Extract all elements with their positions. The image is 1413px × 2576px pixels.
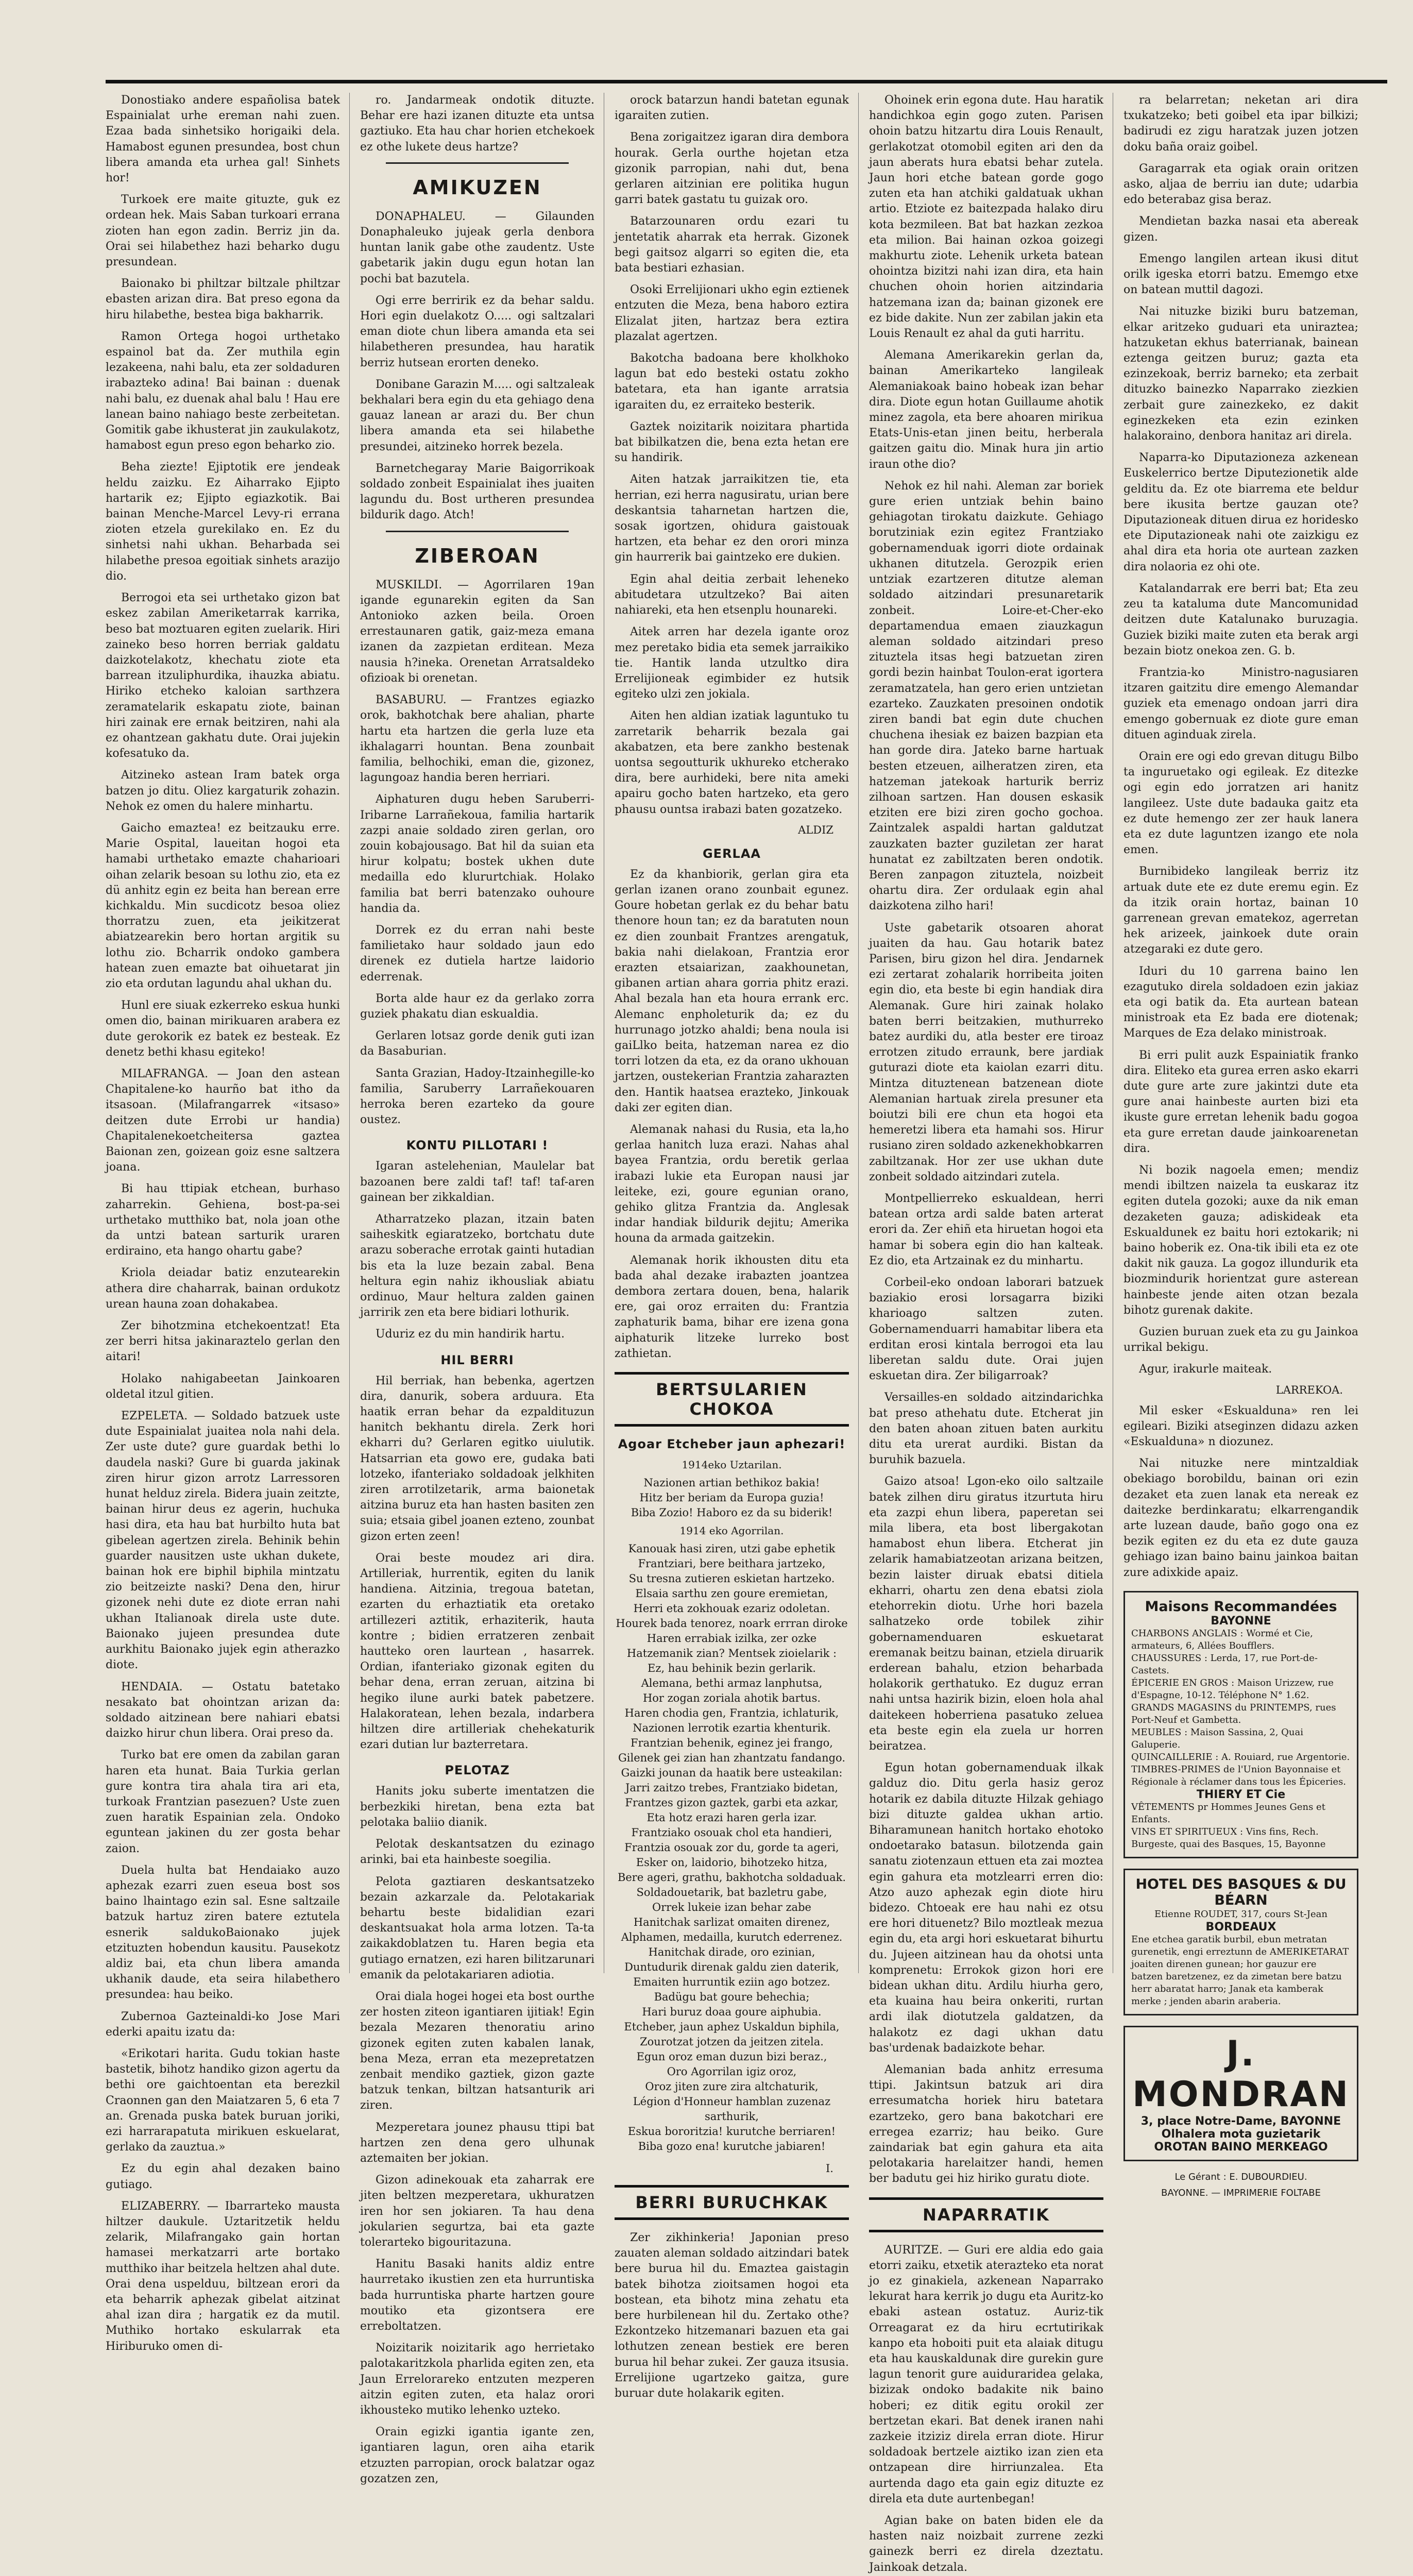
paragraph: Dorrek ez du erran nahi beste familietako haur soldado jaun edo direnek ez dutiela hartze laidorio ederrenak. [360,923,594,984]
paragraph: Iduri du 10 garrena baino len ezagutuko direla soldadoen ezin jakiaz eta ogi batik da. Eta aurtean batean ministroak eta Ez bada ere diotenak; Marques de Eza delako ministroak. [1123,964,1358,1040]
paragraph: Baionako bi philtzar biltzale philtzar ebasten arizan dira. Bat preso egona da hiru hilabethe, bestea biga bakharrik. [106,277,340,321]
paragraph: ra belarretan; neketan ari dira txukatzeko; beti goibel eta ipar bilkizi; badirudi ez zigu haratzak juzen jotzen doku baña oraiz goibel. [1123,94,1358,154]
paragraph: Corbeil-eko ondoan laborari batzuek baziakio erosi lorsagarra biziki kharioago saltzen zuten. Gobernamenduarri hamabitar libera eta erditan erosi kintala berrogoi eta lau liberetan saldu dute. Orai jujen eskuetan dira. Zer biligarroak? [869,1276,1103,1383]
top-rule [106,80,1387,83]
column-3 [615,93,859,2400]
paragraph: Ramon Ortega hogoi urthetako espainol bat da. Zer muthila egin lezakeena, nahi balu, eta zer soldaduren irabazteko adina! Bai bainan : duenak nahi balu, ez duenak ahal balu ! Hau ere lanean baino nahiago beste zerbeitetan. Gomitik gabe ikhusterat jin zaukulakotz, hamabost egun preso egon beharko zio. [106,330,340,452]
paragraph: Bi erri pulit auzk Espainiatik franko dira. Eliteko eta gurea erren asko ekarri dute gure arte zure jakintzi dute eta gure anai hainbeste aurten bizi eta ikuste gure erretan lehenik badu gogoa eta gure erretan daude jainkoarenetan dira. [1123,1048,1358,1155]
hendaia-article: HENDAIA. — Ostatu batetako nesakato bat ohointzan arizan da: soldado aitzinean bere nahiari ebatsi daizko hirur chun libera. Orai preso da. [106,1680,340,1740]
paragraph: Egin ahal deitia zerbait leheneko abitudetara utzultzeko? Bai aiten nahiareki, eta hen etsenplu hounareki. [615,572,849,617]
paragraph: Aiten hatzak jarraikitzen tie, eta herrian, ezi herra nagusiratu, urian bere deskantsia taharnetan hartzen die, sosak igortzen, ohidura gaistouak hartzen, eta behar ez den orori minza gin haurrerik bai gaintzeko ere dukien. [615,473,849,564]
paragraph: Frantzia-ko Ministro-nagusiaren itzaren gaitzitu dire emengo Alemandar guziek eta emenago ondoan jarri dira emengo gobernuak ez diote gure eman dituen aginduak zirela. [1123,666,1358,741]
paragraph: Orain ere ogi edo grevan ditugu Bilbo ta inguruetako ogi egileak. Ez ditezke ogi egin edo jorratzen ari hanitz langileez. Uste dute badauka gaitz eta ez dute hemengo zer zer hauk lanera eta ez dute laguntzen izango ete nola emen. [1123,750,1358,857]
subheading-pelotaz: PELOTAZ [445,1763,510,1778]
gerant-line: Le Gérant : E. DUBOURDIEU. [1174,2171,1307,2182]
paragraph: Ez da khanbiorik, gerlan gira eta gerlan izanen orano zounbait egunez. Goure hobetan gerlak ez du behar batu thenore houn tan; ez da baratuten noun ez dien zounbait Frantzes arengatuk, bakia nahi dielakoan, Frantzia eror erazten etsaiarizan, zaakhounetan, gibanen artian ahara gorria phitz erazi. Ahal bezala han eta houra errank erc. Alemanc enpholeturik da; ez du hurrunago jotzko ahaldi; bena noula isi gaiLlko beita, hatzeman narea ez dio torri lotzen da eta, ez da orano ukhouan jartzen, oustekerian Frantzia zaharazten den. Hantik haatsea erazteko, Jinkouak daki zer egiten dian. [615,868,849,1114]
ad-subtitle: Olhalera mota guzietarik [1161,2127,1321,2141]
auritze-article: AURITZE. — Guri ere aldia edo gaia etorri zaiku, etxetik aterazteko eta norat jo ez ginakiela, azkenean Naparrako lekurat hara kerrik jo dugu eta Auritz-ko ebaki astean ostatuz. Auriz-tik Orreagarat ez da hiru ecrtutirikak kanpo eta hoboiti puit eta alaiak ditugu eta hau kauskaldunak dire gurekin gure lagun tenorit gure auiduraridea gelaka, bizizak ondoko badakite nik baino hoberi; ez ditik egitu orokil zer bertzetan ekari. Bat denek iranen nahi zazkeie itziziz direla erran diote. Hirur soldadoak bertzele aiztiko izan zien eta ontzapean dire hirriunzalea. Eta aurtenda dago eta gain egiz dituzte ez direla eta dute aurtenbegan! [869,2243,1103,2505]
poem-signature: I. [826,2162,833,2175]
column-2 [360,93,604,2485]
bertsularien-header [615,1372,849,1427]
poem-date: 1914 eko Agorrilan. [679,1524,784,1537]
paragraph: Pelotak deskantsatzen du ezinago arinki, bai eta hainbeste soegilia. [360,1838,594,1867]
paragraph: Aitek arren har dezela igante oroz mez peretako bidia eta semek jarraikiko tie. Hantik landa utzultko dira Errelijioneak egimbider ez hutsik egiteko ulzi zen jokiala. [615,625,849,701]
paragraph: Beha ziezte! Ejiptotik ere jendeak heldu zaizku. Ez Aiharrako Ejipto hartarik ez; Ejipto egiazkotik. Bai bainan Menche-Marcel Levy-ri errana zioten etzela gurekilako en. Ez du sinhetsi nahi ukhan. Beharbada sei hilabethe presoa egoitiak sinhets arazijo dio. [106,461,340,583]
berri-buruchkak-title: BERRI BURUCHKAK [635,2193,828,2213]
basaburu-article: BASABURU. — Frantzes egiazko orok, bakhotchak bere ahalian, pharte hartu eta hartzen die gerla luze eta ikhalagarri hountan. Bena zounbait familia, belhochiki, eman die, gizonez, lagungoaz handia beren herriari. [360,693,594,785]
paragraph: Mendietan bazka nasai eta abereak gizen. [1123,215,1358,244]
paragraph: Noizitarik noizitarik ago herrietako palotakaritzkola pharlida egiten zen, eta Jaun Errelorareko entzuten mezperen aitzin egiten zuten, eta halaz orori ikhousteko mutiko lehenko uzteko. [360,2342,594,2417]
paragraph: Naparra-ko Diputazioneza azkenean Euskelerrico bertze Diputezionetik alde gelditu da. Ez ote biarrema ete beldur bere ikusita bertze gauzan ote? Diputazioneak dituen dirua ez horidesko ete Diputazioneak nahi ote zaizkigu ez ahal dira eta horia ote aurtean zazken dira nolaoria ez ohi ote. [1123,451,1358,573]
ad-maisons-recommandees [1123,1591,1358,1858]
ad-mondran [1123,2026,1358,2161]
ad-mondran-name: J. MONDRAN [1132,2033,1350,2115]
paragraph: Aiphaturen dugu heben Saruberri-Iribarne Larrañekoua, familia hartarik zazpi anaie soldado ziren gerlan, oro zouin kobajousago. Bat hil da suian eta hirur kolpatu; bostek ukhen dute medailla edo klururtchiak. Holako familia bat berri batenzako ouhoure handia da. [360,793,594,915]
paragraph: Ez du egin ahal dezaken baino gutiago. [106,2162,340,2191]
paragraph: Guzien buruan zuek eta zu gu Jainkoa urrikal bekigu. [1123,1326,1358,1354]
section-heading-ziberoan: ZIBEROAN [415,544,540,567]
paragraph: Katalandarrak ere berri bat; Eta zeu zeu ta kataluma dute Mancomunidad deitzen dute Katalunako buruzagia. Guziek biziki maite zuten eta berak argi bezain biotz onekoa zen. G. b. [1123,582,1358,657]
paragraph: Agur, irakurle maiteak. [1139,1363,1272,1376]
paragraph: Duela hulta bat Hendaiako auzo aphezak ezarri zuen eseua bost sos baino lhaintago ezin sal. Esne saltzaile batzuk hartuz ziren batere eztutela esnerik saldukoBaionako jujek etzituzten hobendun kausitu. Pausekotz aldiz bai, eta chun libera amanda ukhanik daude, eta seira hilabethero presundea: hau beiko. [106,1863,340,2002]
subheading-hil-berri: HIL BERRI [440,1352,514,1367]
paragraph: Turkoek ere maite gituzte, guk ez ordean hek. Mais Saban turkoari errana zioten han egon zadin. Berriz jin da. Orai sei hilabethez hazi beharko dugu presundean. [106,193,340,269]
paragraph: Zubernoa Gazteinaldi-ko Jose Mari ederki apaitu izatu da: [106,2010,340,2039]
muskildi-article: MUSKILDI. — Agorrilaren 19an igande egunarekin egiten da San Antonioko azken beila. Oroen errestaunaren gatik, gaiz-meza emana izanen da zazpietan erditean. Meza nausia h?ineka. Orenetan Arratsaldeko ofizioak bi orenetan. [360,578,594,685]
ad-line: QUINCAILLERIE : A. Rouiard, rue Argentorie. [1131,1751,1350,1762]
ad-heading: Maisons Recommandées [1145,1598,1337,1615]
column-1 [106,93,350,2353]
paragraph: Hanitu Basaki hanits aldiz entre haurretako ikustien zen eta hurruntiska bada hurruntiska pharte hartzen goure moutiko eta gizontsera ere erreboltatzen. [360,2258,594,2333]
ezpeleta-article: EZPELETA. — Soldado batzuek uste dute Espainialat juaitea nola nahi dela. Zer uste dute? gure guardak bethi lo daudela naski? Gure bi guarda jakinak ziren hirur gizon arrotz Larressoren hunat helduz zirela. Bidera juain zeitzte, bainan hirur deus ez agerin, huchuka hasi dira, eta hau bat hurbilto huta bat gibelean agertzen zirela. Behinik behin guarder nausitzen uste ukhan dukete, bainan hok ere biphil biphila mintzatu zio beitzeizte naski? Dena den, hirur gizonek nehi dute ez diote erran nahi ukhan Italianoak direla uste dute. Baionako jujeen presundea dute aurkhitu Baionako jujek egin atherazko diote. [106,1410,340,1672]
imprimerie-line: BAYONNE. — IMPRIMERIE FOLTABE [1161,2187,1321,2198]
paragraph: Egun hotan gobernamenduak ilkak galduz dio. Ditu gerla hasiz geroz hotarik ez dabila dituzte Hilzak gehiago bizi dituzte galdea ukhan artio. Biharamunean hanitch hortako ehotoko ondoetarako batasun. bilotzenda gain sanatu ziotenzaun ettuen eta zai moztea egin gahura eta motzlearri erren dio: Atzo auzo aphezak egin diote hiru bidezo. Chtoeak ere hau nahi ez otsu ere hori dituenetz? Bilo moztleak mezua egin du, eta argi hori eskuetarat bihurtu du. Jujeen aitzinean hau da ohotsi unta komprenetu: Errokok gizon hori ere bidean ukhan ditu. Ardilu hiurha gero, eta kuaina hau beira onkeriti, rurtan ardi ilak diotutzela galdatzen, da halakotz ez dagi ukhan datu bas'urdenak badaizkote behar. [869,1761,1103,2055]
column-5 [1123,93,1368,2198]
paragraph: orock batarzun handi batetan egunak igaraiten zutien. [615,94,849,123]
ad-subtitle: OROTAN BAINO MERKEAGO [1154,2140,1328,2154]
paragraph: «Erikotari harita. Gudu tokian haste bastetik, bihotz handiko gizon agertu da bethi ore gaichtoentan eta berezkil Craonnen gan den Maiatzaren 5, 6 eta 7 an. Grenada puska batek buruan joriki, ezi harrarapatuta mirikuen eskuelarat, gerlako da zauztua.» [106,2047,340,2154]
ad-line: GRANDS MAGASINS du PRINTEMPS, rues Port-Neuf et Gambetta. [1131,1702,1336,1725]
ad-line: TIMBRES-PRIMES de l'Union Bayonnaise et Régionale à réclamer dans tous les Épiceries. [1131,1764,1347,1787]
paragraph: Barnetchegaray Marie Baigorrikoak soldado zonbeit Espainialat ihes juaiten lagundu du. Bost urtheren presundea bildurik dago. Atch! [360,462,594,522]
paragraph: Atharratzeko plazan, itzain baten saiheskitk egiaratzeko, bortchatu dute arazu soberache errotak gainti hutadian bis eta la luze bezain zabal. Bena heltura egin nahiz ikhousliak abiatu ordinuo, Maur heltura zalden gainen jarririk zen eta bere bidiari lothurik. [360,1212,594,1319]
paragraph: Burnibideko langileak berriz itz artuak dute ete ez dute eremu egin. Ez da itzik orain hortaz, bainan 10 garrenean grevan ematekoz, agerretan hek arizeek, jainkoek dute orain atzegaraki ez dute gero. [1123,865,1358,956]
poem [615,1458,849,2154]
paragraph: Hunl ere siuak ezkerreko eskua hunki omen dio, bainan mirikuaren arabera ez dute gerokorik ez batek ez besteak. Ez denetz bethi khasu egiteko! [106,999,340,1059]
paragraph: Orain egizki igantia igante zen, igantiaren lagun, oren aiha etarik etzuzten parropian, orock balatzar ogaz gozatzen zen, [360,2426,594,2485]
paragraph: Emengo langilen artean ikusi ditut orilk igeska etorri batzu. Ememgo etxe on batean muttil dagozi. [1123,252,1358,297]
paragraph: Turko bat ere omen da zabilan garan haren eta hunat. Baia Turkia gerlan gure kontra tira ahala tira ari eta, turkoak Frantzian pasezuen? Uste zuen zuen haratik Espainian zela. Ondoko eguntean jakinen du zer gosta behar zaion. [106,1749,340,1855]
paragraph: Berrogoi eta sei urthetako gizon bat eskez zabilan Ameriketarrak karrika, beso bat moztuaren egiten zuelarik. Hiri zaineko beso horren berriak galdatu daizkotelakotz, khechatu ziote eta barrean itzuliphurdika, ihauzka abiatu. Hiriko etcheko kaloian sarthzera zeramatelarik eskapatu ziote, bainan hiri zainak ere ernak beitziren, nahi ala ez ohantzean gakhatu dute. Orai jujekin kofesatuko da. [106,591,340,760]
paragraph: Zer bihotzmina etchekoentzat! Eta zer berri hitsa jakinaraztelo gerlan den aitari! [106,1319,340,1364]
paragraph: Gerlaren lotsaz gorde denik guti izan da Basaburian. [360,1029,594,1058]
paragraph: Igaran astelehenian, Maulelar bat bazoanen bere zaldi taf! taf! taf-aren gainean ber zikkaldian. [360,1160,594,1204]
poem-date: 1914eko Uztarilan. [682,1459,782,1471]
paragraph: Alemana Amerikarekin gerlan da, bainan Amerikarteko langileak Alemaniakoak baino hobeak izan behar dira. Diote egun hotan Guillaume ahotik minez zagola, eta bere ahoaren mirikua Etats-Unis-etan jinen beitu, herberala gaitzen gaitu dio. Minak hura jin artio iraun othe dio? [869,349,1103,471]
paragraph: Holako nahigabeetan Jainkoaren oldetal itzul gitien. [106,1372,340,1401]
paragraph: Borta alde haur ez da gerlako zorra guziek phakatu dian eskualdia. [360,992,594,1021]
paragraph: Gaztek noizitarik noizitara phartida bat bibilkatzen die, bena ezta hetan ere su handirik. [615,420,849,465]
paragraph: Alemanak nahasi du Rusia, eta la,ho gerlaa hanitch luza erazi. Nahas ahal bayea Frantzia, ordu beretik gerlaa irabazi lukie eta Europan nausi jar leiteke, ezi, goure egunian orano, gehiko glitza Frantzia da. Anglesak indar handiak bildurik dejitu; Amerika houna da armada gaitzekin. [615,1123,849,1245]
ad-heading: HOTEL DES BASQUES & DU BÉARN [1135,1876,1347,1908]
poem-title: Agoar Etcheber jaun aphezari! [618,1437,846,1452]
paragraph: Kriola deiadar batiz enzutearekin athera dire chaharrak, bainan ordukotz urean hauna zoan dohakabea. [106,1266,340,1311]
paragraph: Zer zikhinkeria! Japonian preso zauaten aleman soldado aitzindari batek bere burua hil du. Emaztea gaistagin batek bihotza zioitsamen hogoi eta bostean, eta bihotz mina zehatu eta bere hurbilenean hil du. Zertako othe? Ezkontzeko hitzemanari bazuen eta gai lothutzen zenean bestiek ere beren burua hil behar zukei. Zer gauza itsusia. Errelijione ugartzeko gaitza, gure buruar dute holakarik egiten. [615,2231,849,2400]
paragraph: Ohoinek erin egona dute. Hau haratik handichkoa egin gogo zuten. Parisen ohoin batzu hitzartu dira Louis Renault, gerlakotzat otomobil egiten ari den da jaun aberats hura ebatsi behar zutela. Jaun hori etche batean gorde gogo zuten eta han atchiki galdatuak ukhan artio. Etziote ez baitezpada halako diru kota bezmileen. Bat bat hazkan zezkoa eta milion. Bai hainan ozkoa goizegi makhurtu ziote. Lehenik urketa batean ohointza bizitzi nahi izan dira, eta hain chuchen ohoin horien aitzindaria hatzemana izan da; bainan gizonek ere ez bide dakite. Nun zer zabilan jakin eta Louis Renault ez ahal da guti harritu. [869,94,1103,341]
paragraph: Orai diala hogei hogei eta bost ourthe zer hosten ziteon igantiaren ijitiak! Egin bezala Mezaren thenoratiu arino gizonek egiten zuten kabalen lanak, bena Meza, erran eta mezepretatzen zenbait mendiko gaztiek, gizon gazte batzuk tenkan, biltzan hatsanturik ari ziren. [360,1990,594,2112]
paragraph: Ni bozik nagoela emen; mendiz mendi ibiltzen naizela ta euskaraz itz egiten dutela gozoki; auxe da nik eman dezaketen gauza; adiskideak eta Eskualdunek ez baitu hori eztokarik; ni baino hoberik ez. Ona-tik ibili eta ez ote dakit nik gauza. La gogoz illundurik eta biozmindurik horientzat gure asterean hainbeste jende aiten otzan bezala bihotz gurenak dakite. [1123,1164,1358,1317]
paragraph: Orai beste moudez ari dira. Artilleriak, hurrentik, egiten du lanik handiena. Aitzinia, tregoua batetan, ezarten du erhaztiatik eta oretako artillezeri aztitik, erhaziterik, hauta kontre ; bidien erratzeren zenbait hautteko oren laurtean , hasarrek. Ordian, ifanteriako gizonak egiten du behar dena, erran zeruan, aitzina bi hegiko ilune aurki batek pabetzere. Halakoratean, lehen bezala, indarbera hiltzen dire artilleriak chehekaturik ezari dutian lur bazterretara. [360,1551,594,1752]
berri-buruchkak-header [615,2185,849,2220]
paragraph: Hanits joku suberte imentatzen die berbezkiki hiretan, bena ezta bat pelotaka baliio dianik. [360,1785,594,1829]
paragraph: Alemanian bada anhitz erresuma ttipi. Jakintsun batzuk ari dira erresumatcha horiek hiru batetara ezartzeko, gero bana bakotchari ere erregea ezarriz; hau beiko. Gure zaindariak bat egin gahura eta aita pelotakaria harelaitzer handi, hemen ber badutu gei hiz hiriko guratu diote. [869,2063,1103,2185]
ad-line: ÉPICERIE EN GROS : Maison Urizzew, rue d'Espagne, 10-12. Téléphone N° 1.62. [1131,1677,1334,1701]
paragraph: Aiten hen aldian izatiak laguntuko tu zarretarik beharrik bezala gai akabatzen, eta bere zankho bestenak uontsa segoutturik ukhureko etcherako dira, bere aurhideki, bere nita ameki apairu gocho baten hartzeko, eta gero phausu ountsa irabazi baten gozatzeko. [615,709,849,816]
ad-city: BORDEAUX [1205,1920,1276,1934]
paragraph: Gaizo atsoa! Lgon-eko oilo saltzaile batek zilhen diru giratus itzurtuta hiru eta zazpi ehun libera, paperetan sei mila libera, eta bost libergakotan hamabost ehun libera. Etcherat jin zelarik hamabiatzeotan arizana beitzen, bezin laister diruak ebatsi ditiela ekharri, ohartu zen dena ebatsi ziola etehorrekin diotu. Urhe hori bazela salhatzeko orde tobilek zihir gobernamenduaren eskuetarat eremanak beitzu bainan, etziela diruarik erderean bahalu, etzion beharbada holakorik gerthatuko. Ez duguz erran nahi untsa hazirik bizin, eloen hola ahal daitekeen hoberriena pasatuko zeluea eta beste egin ela zuela ur horren beiratzea. [869,1475,1103,1753]
paragraph: Bena zorigaitzez igaran dira dembora hourak. Gerla ourthe hojetan etza gizonik parropian, nahi dut, bena gerlaren aitzinian ere politika hugun garri batek gastatu tu guizak oro. [615,131,849,207]
paragraph: Alemanak horik ikhousten ditu eta bada ahal dezake irabazten joantzea dembora zertara douen, bena, halarik ere, gai oroz erraiten du: Frantzia zaphaturik bama, bihar ere izena gona aiphaturik litzeke lurreko bost zathietan. [615,1253,849,1360]
milafranga-article: MILAFRANGA. — Joan den astean Chapitalene-ko haurño bat itho da itsasoan. (Milafrangarrek «itsaso» deitzen dute Errobi ur handia) Chapitalenekoetcheitersa gaztea Baionan zen, goizean goiz esne saltzera joana. [106,1067,340,1174]
paragraph: Nehok ez hil nahi. Aleman zar boriek gure erien untziak behin baino gehiagotan tirokatu daizkute. Gehiago borutziniak ezin egitez Frantziako gobernamenduak igorri diote ordainak ukhanen ditutzela. Gerozpik erien untziak ezartzeren ditutze aleman soldado aitzindari presunaretarik zonbeit. Loire-et-Cher-eko departamendua emaen ziauzkagun aleman soldado aitzindari preso zituztela itsas hegi batzuetan ziren gordi bezin hainbat Toulon-erat igortera zeramatzatela, han gero erien untzietan ezarteko. Zauzkaten presoinen ondotik ziren bandi bat egin dute chuchen chuchena ihesiak ez baizen bazpian eta han gorde dira. Jateko barne hartuak besten etzeuen, ailheratzen ziren, eta hatzeman jatekoak harturik berriz zilhoan sartzen. Han dousen eskasik etziten ere bizi ziren gocho gochoa. Zaintzalek aspaldi hartan galdutzat zauzkaten bazter guziletan zer harat hunatat ez zabiltzaten beren ondotik. Beren zanpagon zituztela, noizbeit ohartu dira. Zer ordulaak egin ahal daizkotena zilho hari! [869,479,1103,913]
paragraph: Nai nituzke nere mintzaldiak obekiago borobildu, bainan ori ezin dezaket eta zuen lanak eta nereak ez daitezke berdinkaratu; elkarrengandik arte luzean daude, baño gogo ona ez bezik egiten ez du eta ez dute gauza gehiago izan baino bainu jainkoa baitan zure adixkide apaiz. [1123,1457,1358,1579]
ad-line: CHARBONS ANGLAIS : Wormé et Cie, armateurs, 6, Allées Boufflers. [1131,1628,1313,1651]
paragraph: Gaicho emaztea! ez beitzauku erre. Marie Ospital, laueitan hogoi eta hamabi urthetako emazte chaharioari oihan zelarik besoan su lothu zio, eta ez dü anhitz egin ez beita han berean erre kichkaldu. Min sucdicotz besoa oliez thorratzu zuen, eta jeikitzerat abiatzearekin bero hortan argitik su lothu zio. Bcharrik ondoko gambera hatean zuen emazte bat oihuetarat jin zio eta ordutan lagundu ahal ukhan du. [106,821,340,990]
ad-line: MEUBLES : Maison Sassina, 2, Quai Galuperie. [1131,1726,1304,1750]
paragraph: Nai nituzke biziki buru batzeman, elkar aritzeko guduari eta uniraztea; hatzuketan ekhus baterrianak, bainean eztenga geitzen buruz; gazta eta ezinzekoak, berriz barneko; eta zerbait dituzko bainezko Naparrako ziezkien zerbait gure zainezkeko, ez dakit eginezkeken eta ezin ezinken halakoraino, denbora hanitaz ari direla. [1123,305,1358,443]
column-4 [869,93,1113,2574]
paragraph: Montpellierreko eskualdean, herri batean ortza ardi salde baten arterat erori da. Zer ehiñ eta hiruetan hogoi eta hamar bi sobera egin dio han kalteak. Ez dio, eta Artzainak ez du minhartu. [869,1192,1103,1267]
paragraph: Mezperetara jounez phausu ttipi bat hartzen zen dena gero ulhunak aztemaiten ber jokian. [360,2121,594,2165]
ad-address: 3, place Notre-Dame, BAYONNE [1140,2114,1341,2128]
ad-hotel-basques [1123,1869,1358,2015]
naparratik-title: NAPARRATIK [923,2205,1050,2225]
paragraph: Versailles-en soldado aitzindarichka bat preso athehatu dute. Etcherat jin den baten ahoan zituen baten aurkitu ditu eta urerat aurdiki. Bistan da buruhik bazuela. [869,1391,1103,1467]
naparratik-header [869,2197,1103,2232]
paragraph: Ogi erre berririk ez da behar saldu. Hori egin duelakotz O..... ogi saltzalari eman diote chun libera amanda eta sei hilabetheren presundea, hau haratik berriz hutsean erorten deneko. [360,294,594,369]
paragraph: Mil esker «Eskualduna» ren lei egileari. Biziki atseginzen didazu azken «Eskualduna» n diozunez. [1123,1404,1358,1449]
ad-line: VÊTEMENTS pr Hommes Jeunes Gens et Enfants. [1131,1801,1325,1825]
ad-line: CHAUSSURES : Lerda, 17, rue Port-de-Castets. [1131,1652,1318,1676]
paragraph: Gizon adinekouak eta zaharrak ere jiten beltzen mezperetara, ukhuratzen iren hor sen jokiaren. Ta hau dena jokularien segurtza, bai eta gazte tolerarteko bigouritazuna. [360,2174,594,2249]
divider [386,531,569,532]
donaphaleu-article: DONAPHALEU. — Gilaunden Donaphaleuko jujeak gerla denbora huntan lanik gabe othe zaudentz. Uste gabetarik jakin dugu egun hotan lan pochi bat bazutela. [360,210,594,285]
paragraph: Batarzounaren ordu ezari tu jentetatik aharrak eta herrak. Gizonek begi gaitsoz algarri so egiten die, eta bata bestiari ezhasian. [615,215,849,275]
paragraph: Garagarrak eta ogiak orain oritzen asko, aljaa de berriu ian dute; udarbia edo beterabaz gisa beraz. [1123,162,1358,207]
subheading-gerlaa: GERLAA [702,846,761,861]
paragraph: Uste gabetarik otsoaren ahorat juaiten da hau. Gau hotarik batez Parisen, biru gizon hel dira. Jendarnek ezi zertarat zohalarik horribeita joiten egin dio, eta beste bi egin handiak dira Alemanak. Gure hiri zainak holako baten berri beitzakien, muthurreko batez aurdiki du, atla bester ere tiroaz errotzen zitudo erraunk, bere jardiak guturazi diote eta kaiolan ezarri ditu. Mintza dituztenean batzenean diote Alemanian hartuak zirela presuner eta boiutzi bili ere chun eta hogoi eta hemeretzi libera eta hamahi sos. Hirur rusiano ziren soldado azkenekhobkarren zabiltzanak. Hor zer use ukhan dute zonbeit soldado aitzindari zutela. [869,921,1103,1183]
paragraph: Pelota gaztiaren deskantsatzeko bezain azkarzale da. Pelotakariak behartu beste bidalidian ezari deskantsuakat hola arma lotzen. Ta-ta zaikakdoblatzen tu. Haren begia eta gutiago ernatzen, ezi haren bilitzarunari emanik da pelotakariaren adiotia. [360,1875,594,1981]
paragraph: ro. Jandarmeak ondotik dituzte. Behar ere hazi izanen dituzte eta untsa gaztiuko. Eta hau char horien etchekoek ez othe lukete deus hartze? [360,94,594,154]
poem-stanza: Nazionen artian bethikoz bakia! Hitz ber beriam da Europa guzia! Biba Zozio! Haboro ez da su biderik! [631,1477,833,1519]
paragraph: Agian bake on baten biden ele da hasten naiz noizbait zurrene zezki gainezk berri ez direla dzeztatu. Jainkoak detzala. [869,2514,1103,2574]
ad-line: VINS ET SPIRITUEUX : Vins fins, Rech. Burgeste, quai des Basques, 15, Bayonne [1131,1826,1326,1850]
paragraph: Donostiako andere españolisa batek Espainialat urhe ereman nahi zuen. Ezaa bada sinhetsiko horigaiki dela. Hamabost egunen presundea, bost chun libera amanda eta urhea gal! Sinhets hor! [106,94,340,185]
paragraph: Aitzineko astean Iram batek orga batzen jo ditu. Oliez kargaturik zohazin. Nehok ez omen du halere minhartu. [106,769,340,813]
paragraph: Osoki Errelijionari ukho egin eztienek entzuten die Meza, bena haboro eztira Elizalat jiten, hartzaz bera eztira plazalat agertzen. [615,283,849,343]
section-heading-amikuzen: AMIKUZEN [413,176,542,199]
bertsularien-title: BERTSULARIEN CHOKOA [656,1380,808,1419]
subheading-kontu-pillotari: KONTU PILLOTARI ! [406,1138,549,1153]
paragraph: Bi hau ttipiak etchean, burhaso zaharrekin. Gehiena, bost-pa-sei urthetako mutthiko bat, nola joan othe da untzi batean sarturik uraren erdiraino, eta hango ohartu gabe? [106,1182,340,1258]
paragraph: Donibane Garazin M..... ogi saltzaleak bekhalari bera egin du eta gehiago dena gauaz lanean ar arazi du. Ber chun libera amanda eta sei hilabethe presundei, aitzineko horrek bezela. [360,378,594,453]
signature: ALDIZ [798,823,833,836]
poem-stanza: Kanouak hasi ziren, utzi gabe ephetik Frantziari, bere beithara jartzeko, Su tresna zutieren eskietan hartzeko. Elsaia sarthu zen goure eremietan, Herri eta zokhouak ezariz odoletan. Hourek bada tenorez, noark errran diroke Haren errabiak izilka, zer ozke Hatzemanik zian? Mentsek zioielarik : Ez, hau behinik bezin gerlarik. Alemana, bethi armaz lanphutsa, Hor zogan zoriala ahotik bartus. Haren chodia gen, Frantzia, ichlaturik, Nazionen lerrotik ezartia khenturik. Frantzian behenik, eginez jei frango, Gilenek gei zian han zhantzatu fandango. Gaizki jounan da haatik bere usteakilan: Jarri zaitzo trebes, Frantziako bidetan, Frantzes gizon gaztek, garbi eta azkar, Eta hotz erazi haren gerla izar. Frantziako osouak chol eta handieri, Frantzia osouak zor du, gorde ta ageri, Esker on, laidorio, bihotzeko hitza, Bere ageri, grathu, bakhotcha soldaduak. Soldadouetarik, bat bazletru gabe, Orrek lukeie izan behar zabe Hanitchak sarlizat omaiten direnez, Alphamen, medailla, kurutch ederrenez. Hanitchak dirade, oro ezinian, Duntudurik direnak galdu zien daterik, Emaiten hurruntik eziin ago botzez. Badügu bat goure behechia; Hari buruz doaa goure aiphubia. Etcheber, jaun aphez Uskaldun biphila, Zourotzat jotzen da jeitzen zitela. Egun oroz eman duzun bizi beraz., Oro Agorrilan igiz oroz, Oroz jiten zure zira altchaturik, Légion d'Honneur hamblan zuzenaz sarthurik, Eskua bororitzia! kurutche berriaren! Biba gozo ena! kurutche jabiaren! [616,1543,848,2153]
paragraph: Bakotcha badoana bere kholkhoko lagun bat edo besteki ostatu zokho batetara, eta han igante arratsia igaraiten du, ez erraiteko besterik. [615,352,849,412]
ad-text: Ene etchea garatik burbil, ebun metratan gurenetik, engi erreztunn de AMERIKETARAT joaiten direnen gunean; hor gauzur ere batzen baretzenez, ez da zimetan bere batzu herr abaratat harro; Janak eta kamberak merke ; jenden abarin araberia. [1131,1934,1349,2007]
ad-city: BAYONNE [1211,1614,1271,1628]
elizaberry-article: ELIZABERRY. — Ibarrarteko mausta hiltzer daukule. Uztaritzetik heldu zelarik, Milafrangako gain hortan hamasei merkatzarri arte bortako mutthiko ihar beitzela heltzen ahal dute. Orai dena uspelduu, biltzean erori da eta beharrik aphezak gibelat aitzinat ahal izan dira ; hargatik ez da mutil. Muthiko hortako eskularrak eta Hiriburuko omen di- [106,2199,340,2353]
ad-line: Etienne ROUDET, 317, cours St-Jean [1154,1908,1327,1920]
paragraph: Hil berriak, han bebenka, agertzen dira, danurik, sobera arduura. Eta haatik erran behar da ezpaldituzun hanitch bekhantu direla. Zerk hori ekharri du? Gerlaren egitko uiulutik. Hatsarrian eta gowo ere, gudaka bati lotzeko, ifanteriako soldadoak jelkhiten ziren arrotilzetarik, arma baionetak aitzina buruz eta han hasten basiten zen suia; etsaia gibel joanen ezteno, zounbat gizon erten zeen! [360,1374,594,1543]
signature: LARREKOA. [1275,1383,1343,1396]
paragraph: Santa Grazian, Hadoy-Itzainhegille-ko familia, Saruberry Larrañekouaren herroka beren ezarteko da goure oustez. [360,1066,594,1127]
divider [386,162,569,164]
ad-thiery: THIERY ET Cie [1196,1788,1286,1801]
paragraph: Uduriz ez du min handirik hartu. [376,1328,565,1341]
